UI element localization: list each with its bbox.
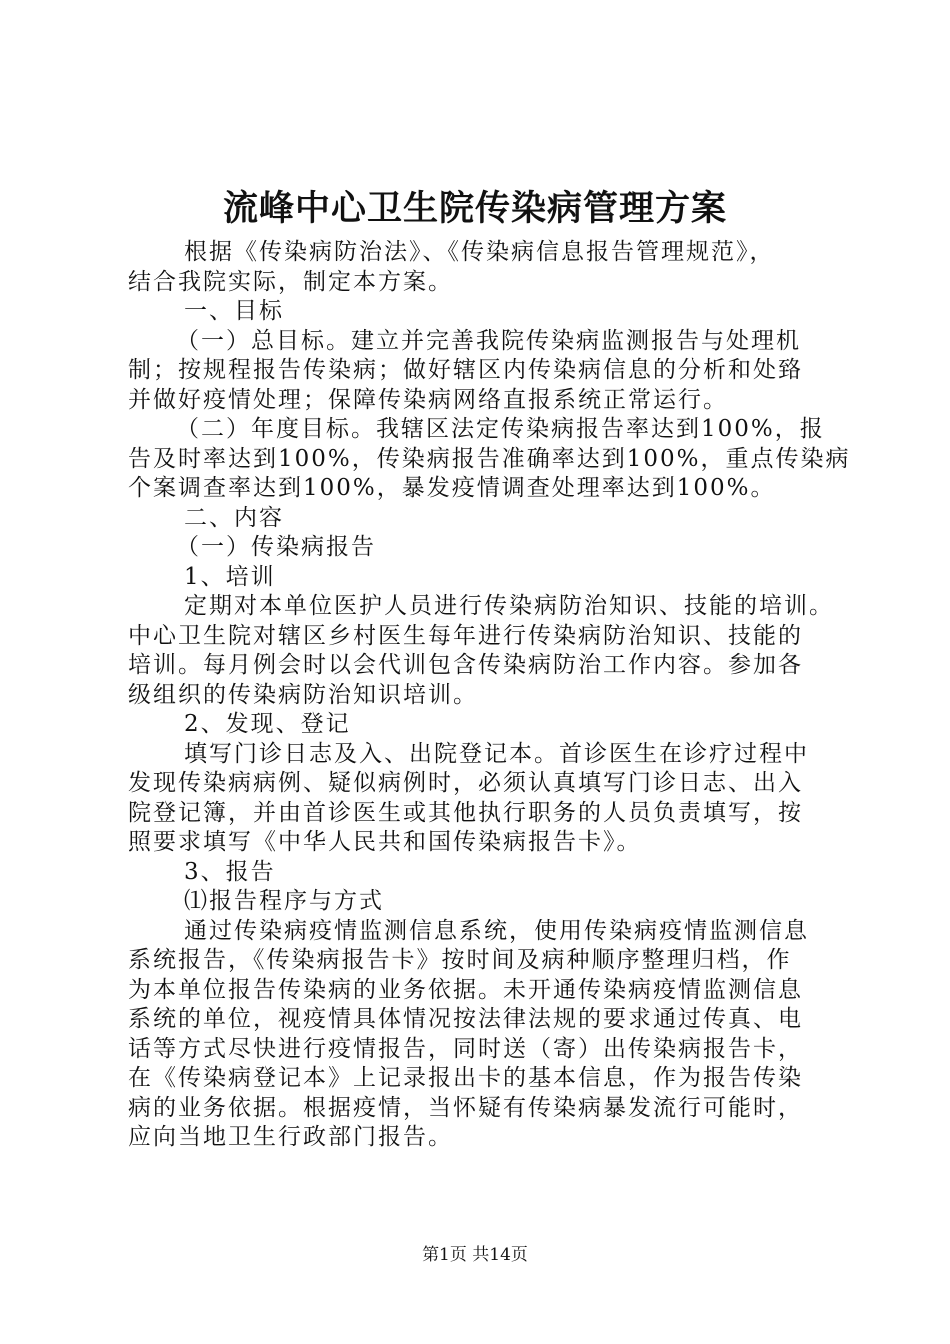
document-body xyxy=(128,238,851,1153)
paragraph-line: 制；按规程报告传染病；做好辖区内传染病信息的分析和处臵 xyxy=(128,357,803,383)
paragraph-line: 级组织的传染病防治知识培训。 xyxy=(128,681,478,708)
paragraph-line: （二）年度目标。我辖区法定传染病报告率达到100%，报 xyxy=(176,416,825,442)
section-heading: 二、内容 xyxy=(184,504,284,531)
item-subheading: ⑴报告程序与方式 xyxy=(184,888,384,914)
paragraph-line: 院登记簿，并由首诊医生或其他执行职务的人员负责填写，按 xyxy=(128,799,803,826)
paragraph-line: 培训。每月例会时以会代训包含传染病防治工作内容。参加各 xyxy=(128,652,803,678)
item-heading: 1、培训 xyxy=(184,563,276,590)
item-heading: 2、发现、登记 xyxy=(184,711,351,737)
subsection-heading: （一）传染病报告 xyxy=(176,534,376,560)
paragraph-line: 并做好疫情处理；保障传染病网络直报系统正常运行。 xyxy=(128,386,728,413)
section-heading: 一、目标 xyxy=(184,298,284,324)
paragraph-line: 发现传染病病例、疑似病例时，必须认真填写门诊日志、出入 xyxy=(128,770,803,796)
paragraph-line: 告及时率达到100%，传染病报告准确率达到100%，重点传染病 xyxy=(128,445,851,472)
paragraph-line: 结合我院实际，制定本方案。 xyxy=(128,268,453,295)
paragraph-line: 填写门诊日志及入、出院登记本。首诊医生在诊疗过程中 xyxy=(184,740,809,767)
paragraph-line: 照要求填写《中华人民共和国传染病报告卡》。 xyxy=(128,829,642,855)
paragraph-line: 中心卫生院对辖区乡村医生每年进行传染病防治知识、技能的 xyxy=(128,622,803,649)
item-heading: 3、报告 xyxy=(184,858,276,885)
paragraph-line: 病的业务依据。根据疫情，当怀疑有传染病暴发流行可能时， xyxy=(128,1094,803,1121)
page-footer: 第1页 共14页 xyxy=(422,1245,528,1265)
paragraph-line: 为本单位报告传染病的业务依据。未开通传染病疫情监测信息 xyxy=(128,976,803,1003)
paragraph-line: 个案调查率达到100%，暴发疫情调查处理率达到100%。 xyxy=(128,475,776,501)
paragraph-line: 在《传染病登记本》上记录报出卡的基本信息，作为报告传染 xyxy=(128,1065,803,1091)
paragraph-line: 应向当地卫生行政部门报告。 xyxy=(128,1124,453,1150)
paragraph-line: （一）总目标。建立并完善我院传染病监测报告与处理机 xyxy=(176,327,801,354)
paragraph-line: 话等方式尽快进行疫情报告，同时送（寄）出传染病报告卡， xyxy=(128,1035,803,1062)
document-title: 流峰中心卫生院传染病管理方案 xyxy=(222,189,727,229)
paragraph-line: 根据《传染病防治法》、《传染病信息报告管理规范》， xyxy=(184,239,775,265)
paragraph-line: 通过传染病疫情监测信息系统，使用传染病疫情监测信息 xyxy=(184,917,809,944)
paragraph-line: 系统报告，《传染病报告卡》按时间及病种顺序整理归档，作 xyxy=(128,947,792,973)
paragraph-line: 系统的单位，视疫情具体情况按法律法规的要求通过传真、电 xyxy=(128,1006,803,1032)
paragraph-line: 定期对本单位医护人员进行传染病防治知识、技能的培训。 xyxy=(184,593,834,619)
